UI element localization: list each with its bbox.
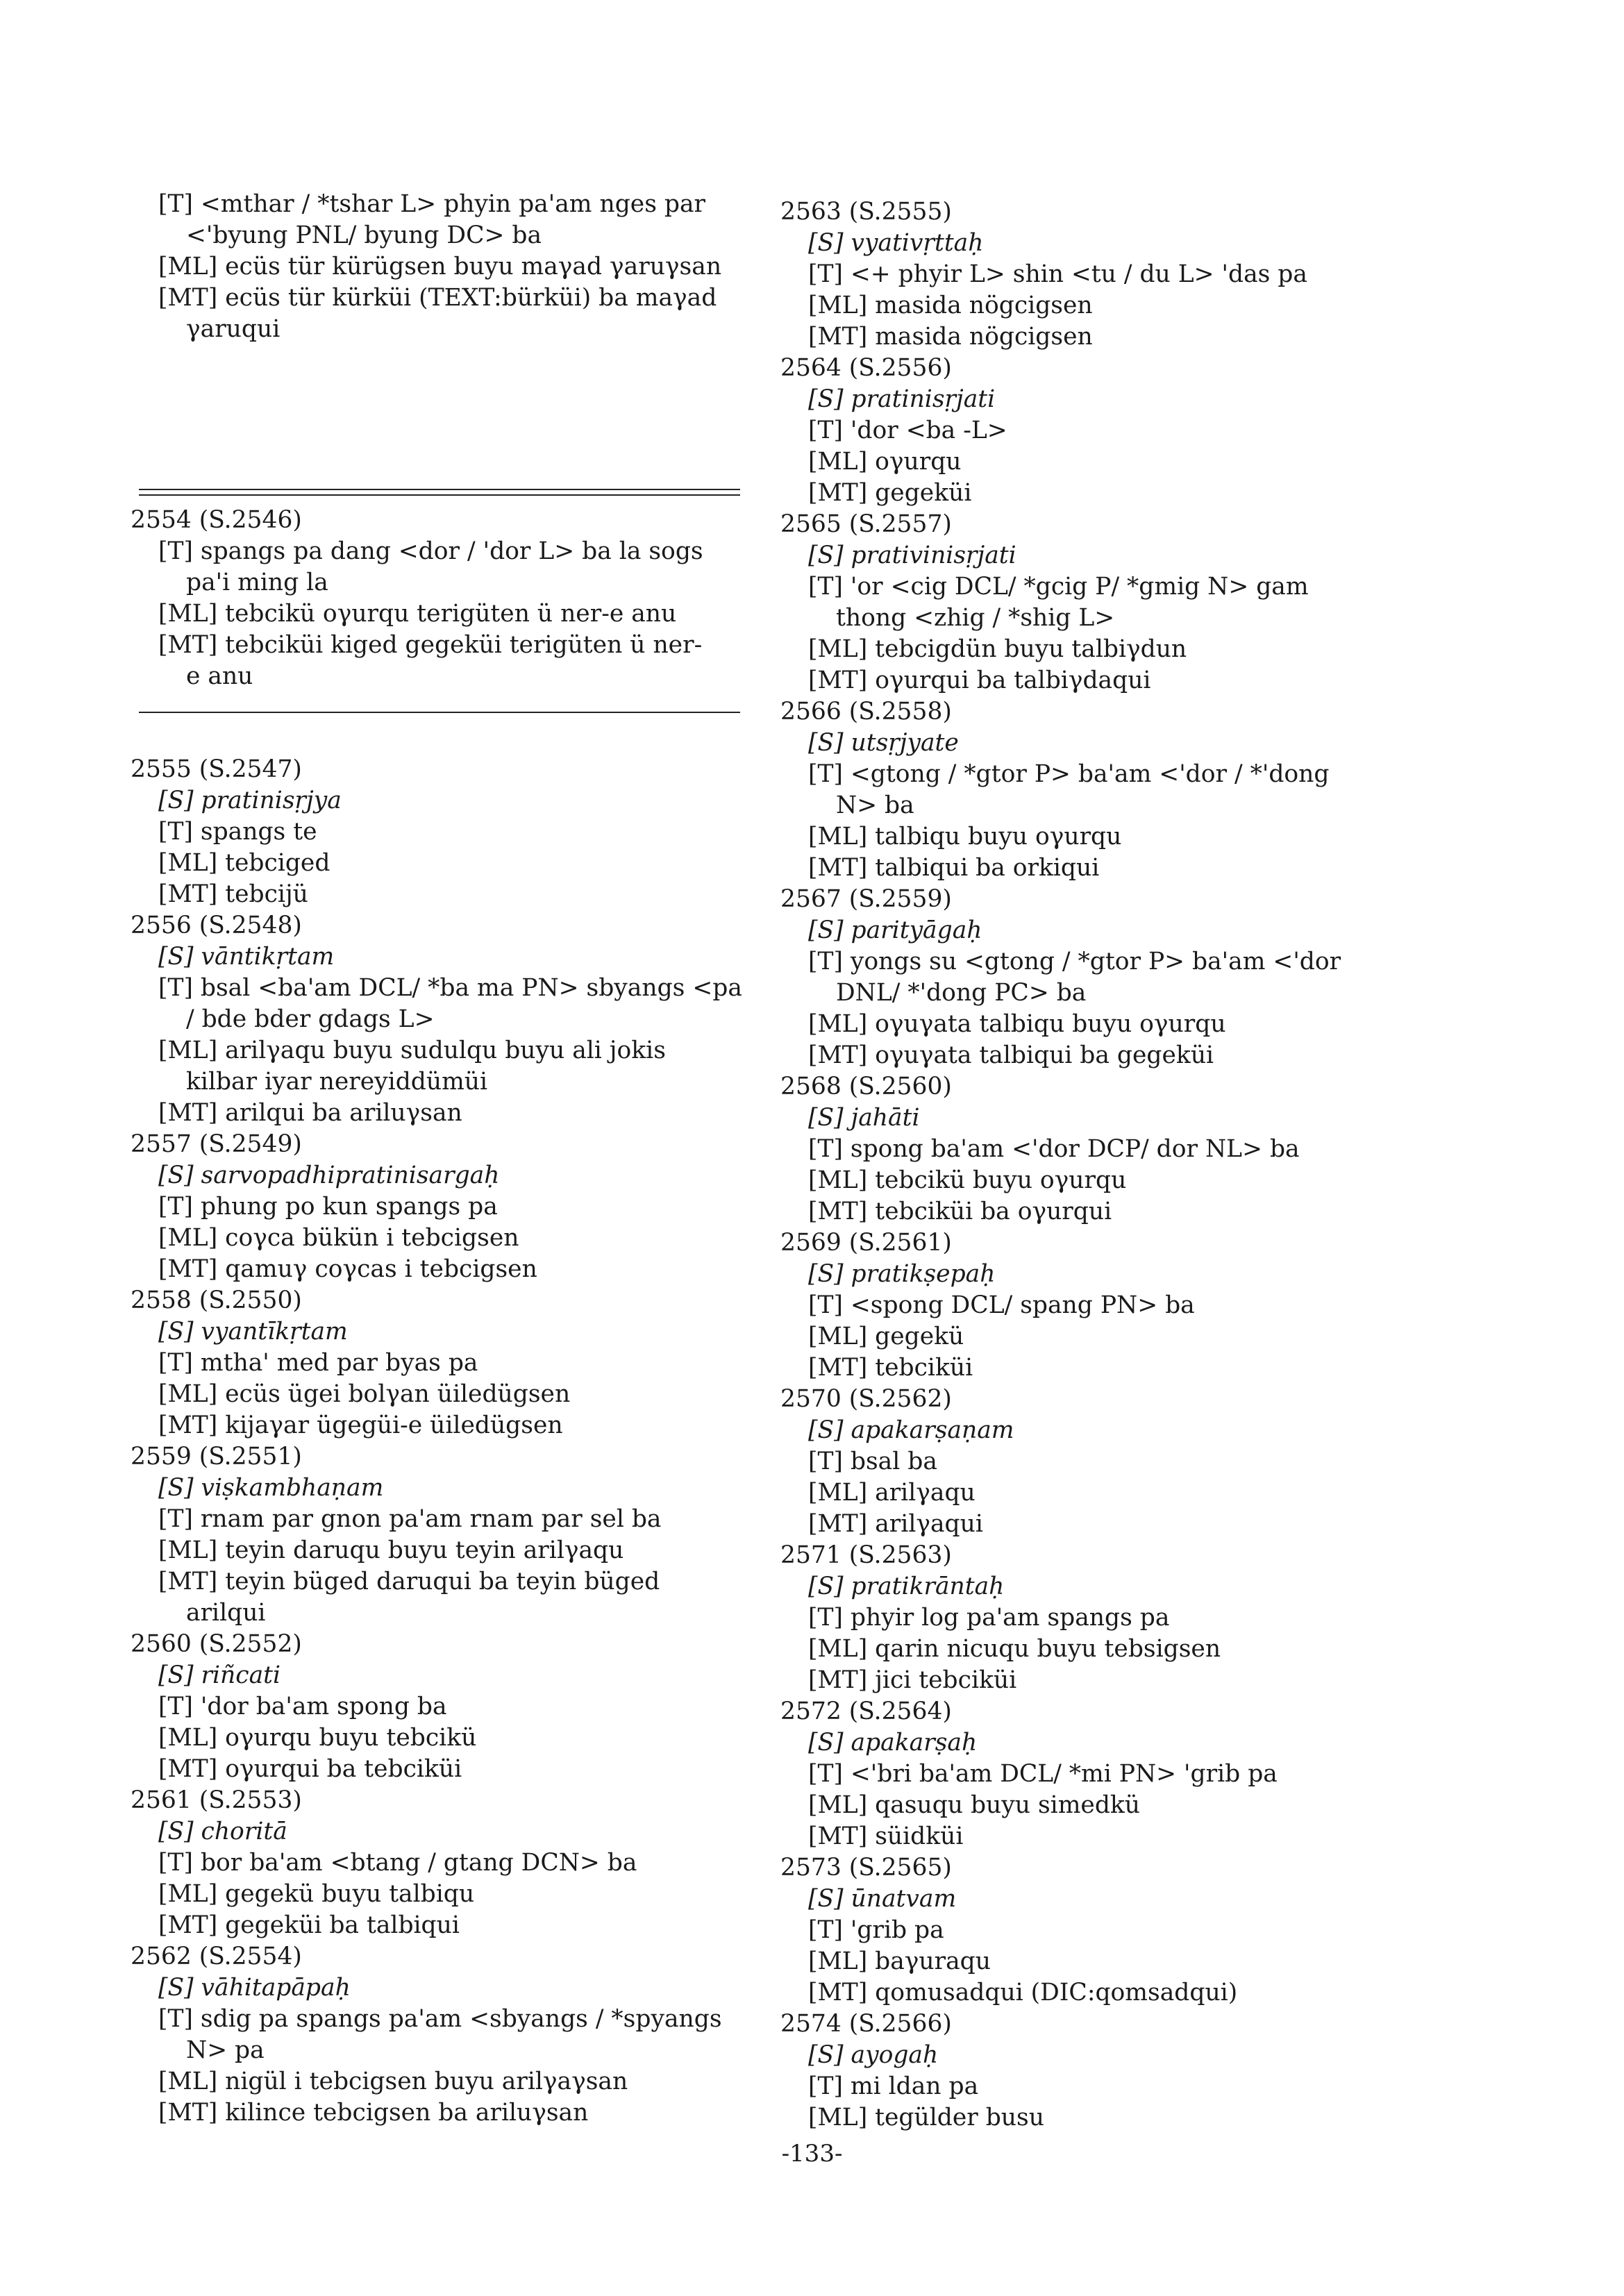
- entry-line: [ML] arilγaqu: [808, 1479, 976, 1507]
- entry-line: [MT] oγuγata talbiqui ba gegeküi: [808, 1041, 1214, 1069]
- entry-line: [S] choritā: [158, 1818, 287, 1845]
- entry-number: 2560 (S.2552): [131, 1630, 302, 1658]
- entry-line: [MT] qomusadqui (DIC:qomsadqui): [808, 1979, 1238, 2006]
- entry-number: 2558 (S.2550): [131, 1287, 302, 1314]
- entry-line: [S] ayogaḥ: [808, 2041, 939, 2069]
- entry-number: 2570 (S.2562): [780, 1385, 952, 1413]
- right-block: [780, 196, 1341, 2134]
- entry-number: 2557 (S.2549): [131, 1130, 302, 1158]
- entry-line: [S] pratikṣepaḥ: [808, 1260, 996, 1288]
- entry-number: 2561 (S.2553): [131, 1786, 302, 1814]
- entry-line: [T] bsal ba: [808, 1448, 937, 1475]
- entry-line: [ML] baγuraqu: [808, 1947, 991, 1975]
- entry-number: 2564 (S.2556): [780, 354, 952, 382]
- entry-line: [MT] qamuγ coγcas i tebcigsen: [158, 1255, 537, 1283]
- entry-line: [MT] ecüs tür kürküi (TEXT:bürküi) ba maγad: [158, 284, 717, 312]
- entry-number: 2574 (S.2566): [780, 2010, 952, 2038]
- entry-line: [T] mi ldan pa: [808, 2072, 979, 2100]
- left-mid-block: [131, 505, 703, 692]
- entry-line: [MT] jici tebciküi: [808, 1666, 1017, 1694]
- entry-line: [T] <gtong / *gtor P> ba'am <'dor / *'dong: [808, 760, 1330, 788]
- entry-line: [S] apakarṣaḥ: [808, 1729, 978, 1757]
- entry-line: [T] <spong DCL/ spang PN> ba: [808, 1291, 1195, 1319]
- entry-line: [ML] talbiqu buyu oγurqu: [808, 823, 1122, 850]
- entry-line: [T] phung po kun spangs pa: [158, 1193, 498, 1221]
- entry-number: 2568 (S.2560): [780, 1073, 952, 1100]
- entry-line: γaruqui: [186, 315, 281, 343]
- entry-number: 2571 (S.2563): [780, 1541, 952, 1569]
- entry-number: 2563 (S.2555): [780, 198, 952, 226]
- left-top-block: [131, 189, 721, 345]
- entry-line: [ML] coγca bükün i tebcigsen: [158, 1224, 519, 1252]
- entry-line: [ML] qasuqu buyu simedkü: [808, 1791, 1141, 1819]
- entry-line: [MT] tebciküi ba oγurqui: [808, 1198, 1112, 1225]
- entry-line: [T] spangs te: [158, 818, 317, 846]
- entry-line: [ML] gegekü buyu talbiqu: [158, 1880, 475, 1908]
- entry-line: [ML] gegekü: [808, 1323, 964, 1350]
- entry-line: [S] sarvopadhipratinisargaḥ: [158, 1162, 500, 1189]
- entry-line: [S] vāntikṛtam: [158, 943, 335, 971]
- entry-number: 2562 (S.2554): [131, 1943, 302, 1970]
- entry-line: [MT] teyin büged daruqui ba teyin büged: [158, 1568, 660, 1595]
- entry-line: [ML] tebciged: [158, 849, 330, 877]
- entry-line: [ML] qarin nicuqu buyu tebsigsen: [808, 1635, 1221, 1663]
- entry-line: [T] 'dor ba'am spong ba: [158, 1693, 447, 1720]
- entry-number: 2554 (S.2546): [131, 506, 302, 534]
- entry-line: DNL/ *'dong PC> ba: [836, 979, 1087, 1007]
- entry-line: [T] spangs pa dang <dor / 'dor L> ba la sogs: [158, 537, 703, 565]
- entry-line: [ML] masida nögcigsen: [808, 292, 1093, 319]
- entry-line: e anu: [186, 662, 253, 690]
- entry-number: 2567 (S.2559): [780, 885, 952, 913]
- entry-line: [ML] tebcikü oγurqu terigüten ü ner-e anu: [158, 600, 677, 628]
- entry-line: [MT] tebciküi kiged gegeküi terigüten ü ner-: [158, 631, 703, 659]
- entry-line: [MT] arilγaqui: [808, 1510, 983, 1538]
- entry-line: [T] sdig pa spangs pa'am <sbyangs / *spyangs: [158, 2005, 722, 2033]
- entry-line: N> ba: [836, 791, 914, 819]
- entry-line: [S] parityāgaḥ: [808, 916, 982, 944]
- entry-line: [T] <mthar / *tshar L> phyin pa'am nges par: [158, 190, 706, 218]
- entry-line: [S] vyativṛttaḥ: [808, 229, 984, 257]
- entry-line: [T] 'dor <ba -L>: [808, 417, 1007, 444]
- entry-line: [ML] ecüs tür kürügsen buyu maγad γaruγsan: [158, 253, 722, 280]
- entry-line: [T] 'or <cig DCL/ *gcig P/ *gmig N> gam: [808, 573, 1309, 601]
- entry-number: 2569 (S.2561): [780, 1229, 952, 1257]
- single-rule: [139, 712, 740, 713]
- entry-line: [ML] arilγaqu buyu sudulqu buyu ali jokis: [158, 1037, 666, 1064]
- entry-line: [T] spong ba'am <'dor DCP/ dor NL> ba: [808, 1135, 1300, 1163]
- entry-line: arilqui: [186, 1599, 266, 1627]
- entry-line: [ML] nigül i tebcigsen buyu arilγaγsan: [158, 2068, 628, 2095]
- entry-line: [T] 'grib pa: [808, 1916, 944, 1944]
- left-main-block: [131, 754, 742, 2129]
- entry-number: 2572 (S.2564): [780, 1698, 952, 1725]
- entry-line: [ML] tebcikü buyu oγurqu: [808, 1166, 1127, 1194]
- entry-line: [S] prativinisṛjati: [808, 542, 1016, 569]
- entry-line: [T] mtha' med par byas pa: [158, 1349, 478, 1377]
- entry-line: [MT] kijaγar ügegüi-e üiledügsen: [158, 1411, 563, 1439]
- entry-line: [MT] talbiqui ba orkiqui: [808, 854, 1100, 882]
- entry-line: [MT] gegeküi ba talbiqui: [158, 1911, 460, 1939]
- entry-number: 2556 (S.2548): [131, 912, 302, 939]
- entry-line: [S] pratinisṛjati: [808, 385, 996, 413]
- entry-line: [S] viṣkambhaṇam: [158, 1474, 384, 1502]
- entry-line: / bde bder gdags L>: [186, 1005, 435, 1033]
- entry-number: 2559 (S.2551): [131, 1443, 302, 1470]
- entry-line: [MT] tebciküi: [808, 1354, 973, 1382]
- entry-line: [ML] tebcigdün buyu talbiγdun: [808, 635, 1187, 663]
- entry-line: [T] phyir log pa'am spangs pa: [808, 1604, 1170, 1632]
- double-rule: [139, 489, 740, 496]
- entry-line: [ML] tegülder busu: [808, 2104, 1044, 2131]
- entry-line: [T] yongs su <gtong / *gtor P> ba'am <'dor: [808, 948, 1341, 975]
- entry-line: [T] bor ba'am <btang / gtang DCN> ba: [158, 1849, 637, 1877]
- entry-line: [ML] ecüs ügei bolγan üiledügsen: [158, 1380, 571, 1408]
- entry-line: <'byung PNL/ byung DC> ba: [186, 221, 542, 249]
- entry-line: [T] bsal <ba'am DCL/ *ba ma PN> sbyangs <pa: [158, 974, 742, 1002]
- entry-number: 2555 (S.2547): [131, 755, 302, 783]
- entry-line: [S] pratinisṛjya: [158, 787, 342, 814]
- entry-line: [S] utsṛjyate: [808, 729, 959, 757]
- entry-line: [MT] arilqui ba ariluγsan: [158, 1099, 462, 1127]
- entry-number: 2566 (S.2558): [780, 698, 952, 726]
- entry-line: [MT] gegeküi: [808, 479, 972, 507]
- entry-number: 2565 (S.2557): [780, 510, 952, 538]
- entry-line: [S] jahāti: [808, 1104, 920, 1132]
- entry-line: [T] <'bri ba'am DCL/ *mi PN> 'grib pa: [808, 1760, 1278, 1788]
- entry-line: [MT] süidküi: [808, 1822, 964, 1850]
- entry-line: [S] ūnatvam: [808, 1885, 957, 1913]
- entry-line: [S] riñcati: [158, 1661, 281, 1689]
- entry-line: [MT] tebcijü: [158, 880, 308, 908]
- page-number: -133-: [781, 2140, 843, 2168]
- entry-line: N> pa: [186, 2036, 265, 2064]
- entry-line: [S] vyantīkṛtam: [158, 1318, 348, 1346]
- entry-line: [T] <+ phyir L> shin <tu / du L> 'das pa: [808, 260, 1307, 288]
- entry-line: kilbar iyar nereyiddümüi: [186, 1068, 488, 1096]
- entry-line: [ML] oγuγata talbiqu buyu oγurqu: [808, 1010, 1226, 1038]
- entry-line: [S] apakarṣaṇam: [808, 1416, 1014, 1444]
- entry-line: [ML] oγurqu: [808, 448, 962, 476]
- entry-line: [MT] masida nögcigsen: [808, 323, 1093, 351]
- entry-line: [ML] oγurqu buyu tebcikü: [158, 1724, 477, 1752]
- entry-line: pa'i ming la: [186, 569, 328, 596]
- entry-line: [T] rnam par gnon pa'am rnam par sel ba: [158, 1505, 662, 1533]
- entry-line: [MT] oγurqui ba talbiγdaqui: [808, 667, 1151, 694]
- entry-line: thong <zhig / *shig L>: [836, 604, 1115, 632]
- entry-line: [S] pratikrāntaḥ: [808, 1573, 1005, 1600]
- entry-line: [ML] teyin daruqu buyu teyin arilγaqu: [158, 1536, 624, 1564]
- entry-number: 2573 (S.2565): [780, 1854, 952, 1882]
- entry-line: [MT] kilince tebcigsen ba ariluγsan: [158, 2099, 589, 2127]
- entry-line: [MT] oγurqui ba tebciküi: [158, 1755, 462, 1783]
- entry-line: [S] vāhitapāpaḥ: [158, 1974, 351, 2002]
